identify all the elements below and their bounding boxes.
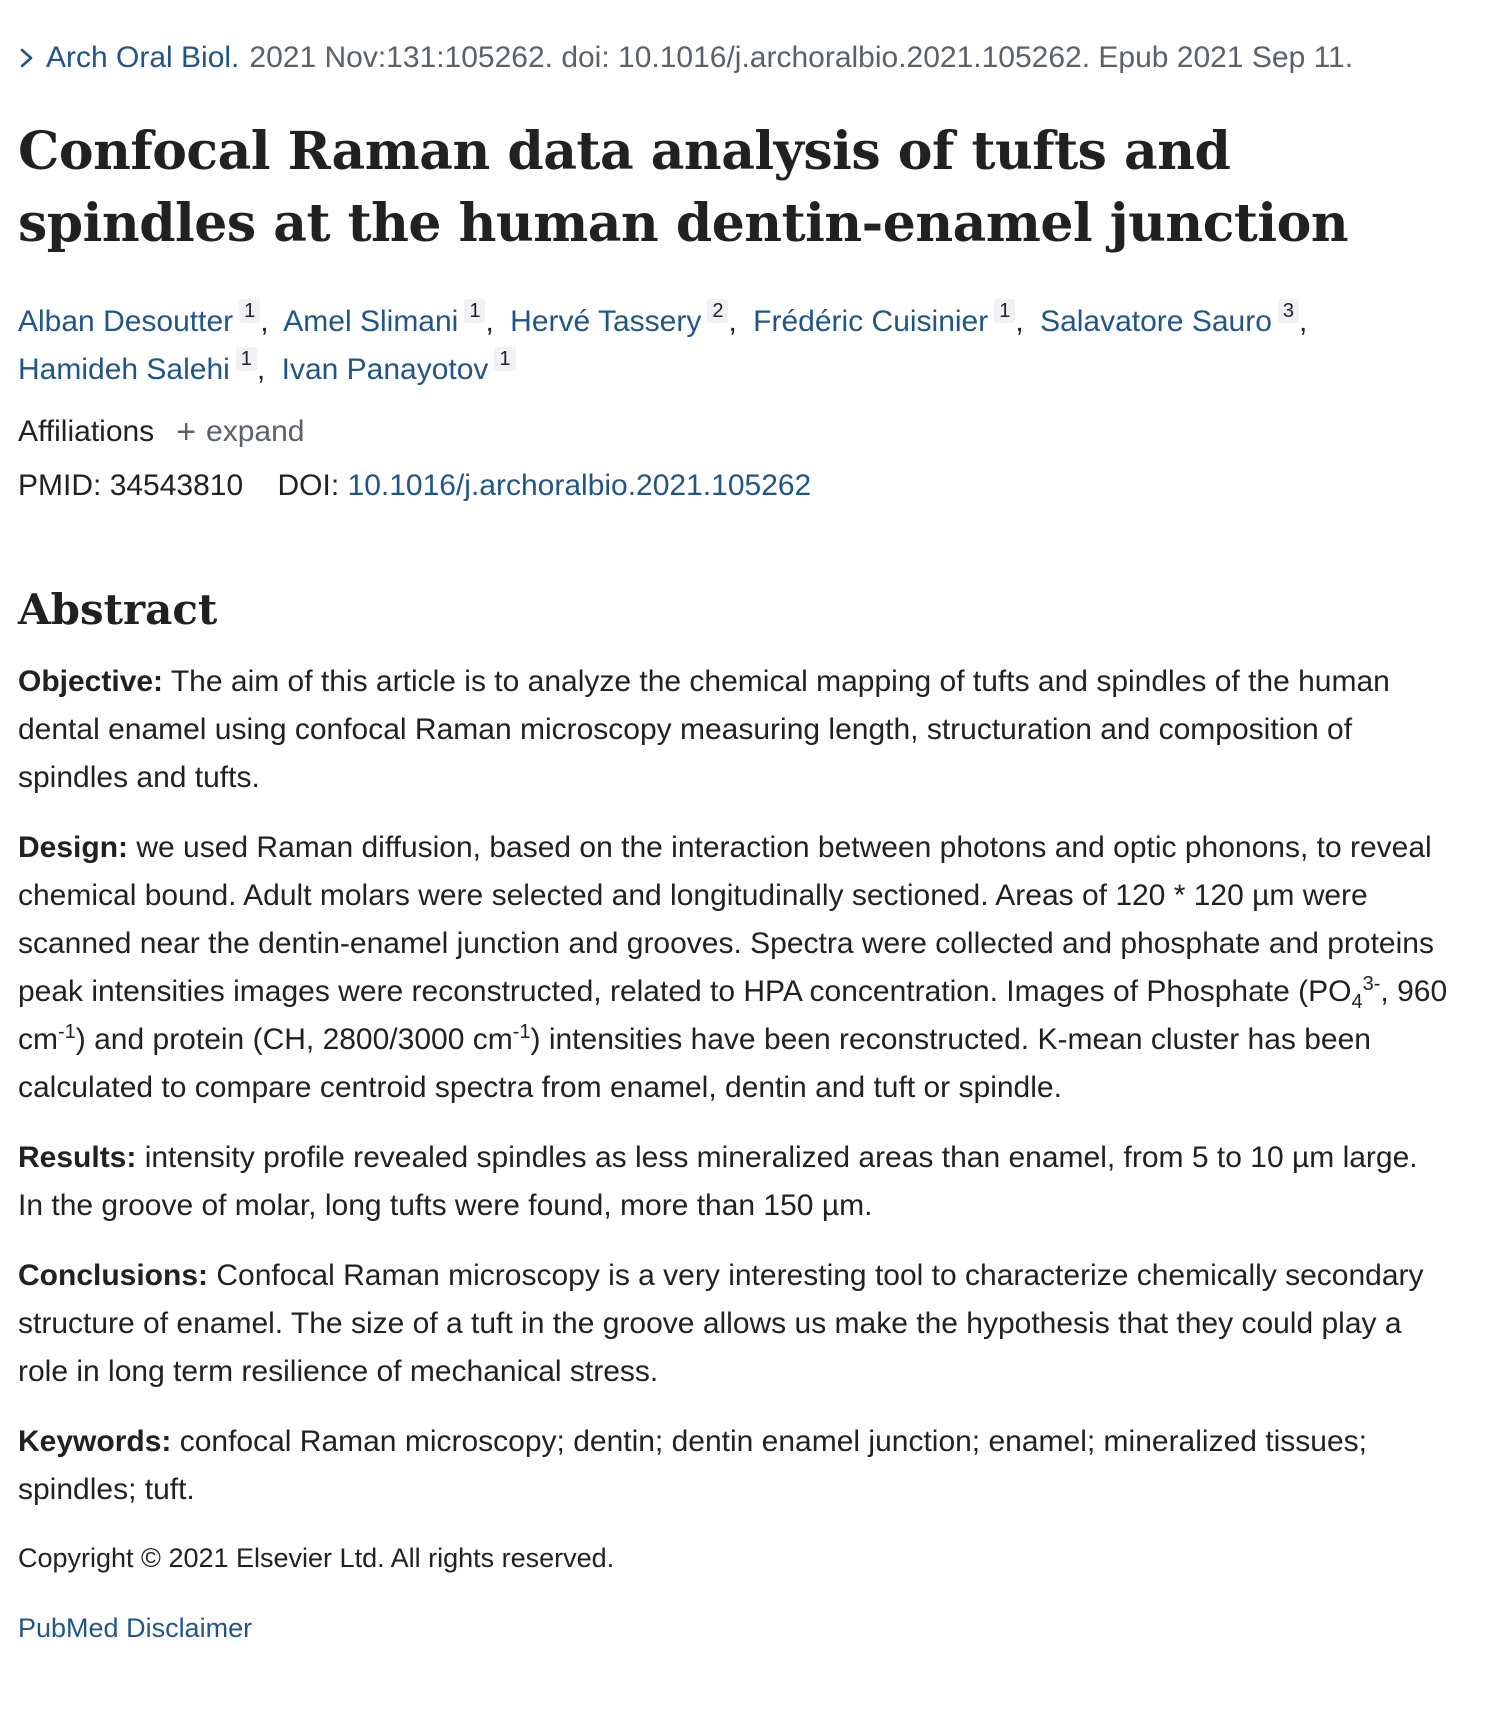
citation-details: 2021 Nov:131:105262. doi: 10.1016/j.archoralbio.2021.105262. Epub 2021 Sep 11. xyxy=(249,41,1354,74)
doi-label: DOI: xyxy=(277,469,340,502)
affiliation-badge[interactable]: 1 xyxy=(239,299,260,323)
abstract-heading: Abstract xyxy=(18,585,218,634)
results-text: intensity profile revealed spindles as less mineralized areas than enamel, from 5 to 10 µm large. In the groove of molar, long tufts were found, more than 150 µm. xyxy=(18,1141,1418,1222)
citation-line xyxy=(18,38,1448,78)
affiliation-badge[interactable]: 2 xyxy=(707,299,728,323)
pubmed-disclaimer-link[interactable]: PubMed Disclaimer xyxy=(18,1613,253,1643)
design-text-1: we used Raman diffusion, based on the interaction between photons and optic phonons, to reveal chemical bound. Adult molars were selected and longitudinally sectioned. Areas of 120 * 120 µm were scanned near the dentin-enamel junction and grooves. Spectra were collected and phosphate and proteins peak intensities images were reconstructed, related to HPA concentration. Images of Phosphate (PO xyxy=(18,831,1434,1008)
author-link[interactable]: Hamideh Salehi xyxy=(18,353,230,386)
conclusions-label: Conclusions: xyxy=(18,1259,209,1292)
design-superscript-2: -1 xyxy=(58,1021,76,1043)
keywords-label: Keywords: xyxy=(18,1425,172,1458)
abstract-conclusions xyxy=(18,1252,1448,1396)
affiliation-badge[interactable]: 3 xyxy=(1278,299,1299,323)
article-title: Confocal Raman data analysis of tufts and spindles at the human dentin-enamel junction xyxy=(18,121,1349,254)
abstract-results xyxy=(18,1134,1448,1230)
authors-list: Alban Desoutter 1 , Amel Slimani 1 , Hervé Tassery 2 , Frédéric Cuisinier 1 , Salavatore Sauro 3 , Hamideh Salehi 1 , Ivan Panayotov 1 xyxy=(18,300,1308,386)
conclusions-text: Confocal Raman microscopy is a very interesting tool to characterize chemically secondary structure of enamel. The size of a tuft in the groove allows us make the hypothesis that they could play a role in long term resilience of mechanical stress. xyxy=(18,1259,1424,1388)
objective-text: The aim of this article is to analyze the chemical mapping of tufts and spindles of the human dental enamel using confocal Raman microscopy measuring length, structuration and composition of spindles and tufts. xyxy=(18,665,1390,794)
expand-label: expand xyxy=(206,415,305,448)
design-superscript-3: -1 xyxy=(512,1021,531,1043)
abstract-design xyxy=(18,824,1448,1112)
author-link[interactable]: Amel Slimani xyxy=(283,305,459,338)
doi-link[interactable]: 10.1016/j.archoralbio.2021.105262 xyxy=(347,469,812,502)
design-label: Design: xyxy=(18,831,129,864)
abstract-keywords xyxy=(18,1418,1448,1514)
abstract-objective xyxy=(18,658,1448,802)
affiliation-badge[interactable]: 1 xyxy=(464,299,485,323)
affiliations-label: Affiliations xyxy=(18,415,155,448)
journal-link[interactable]: Arch Oral Biol. xyxy=(46,41,240,74)
author-link[interactable]: Ivan Panayotov xyxy=(281,353,489,386)
affiliation-badge[interactable]: 1 xyxy=(994,299,1015,323)
design-text-2: , 960 cm xyxy=(18,975,1448,1056)
results-label: Results: xyxy=(18,1141,137,1174)
design-subscript: 4 xyxy=(1351,991,1363,1013)
plus-icon: + xyxy=(176,413,197,451)
author-link[interactable]: Hervé Tassery xyxy=(510,305,702,338)
author-link[interactable]: Salavatore Sauro xyxy=(1040,305,1272,338)
affiliation-badge[interactable]: 1 xyxy=(494,347,515,371)
affiliations-row xyxy=(18,412,1448,452)
author-link[interactable]: Alban Desoutter xyxy=(18,305,234,338)
design-text-4: ) intensities have been reconstructed. K-mean cluster has been calculated to compare centroid spectra from enamel, dentin and tuft or spindle. xyxy=(18,1023,1371,1104)
design-text-3: ) and protein (CH, 2800/3000 cm xyxy=(75,1023,513,1056)
chevron-right-icon[interactable] xyxy=(18,47,46,69)
affiliation-badge[interactable]: 1 xyxy=(236,347,257,371)
copyright-notice: Copyright © 2021 Elsevier Ltd. All rights reserved. xyxy=(18,1543,615,1573)
affiliations-expand-button[interactable] xyxy=(176,412,304,452)
objective-label: Objective: xyxy=(18,665,164,698)
pmid-value: 34543810 xyxy=(109,469,244,502)
design-superscript-1: 3- xyxy=(1362,973,1381,995)
keywords-text: confocal Raman microscopy; dentin; dentin enamel junction; enamel; mineralized tissues; spindles; tuft. xyxy=(18,1425,1367,1506)
pmid-label: PMID: xyxy=(18,469,102,502)
author-link[interactable]: Frédéric Cuisinier xyxy=(753,305,989,338)
identifiers-row xyxy=(18,466,1448,506)
